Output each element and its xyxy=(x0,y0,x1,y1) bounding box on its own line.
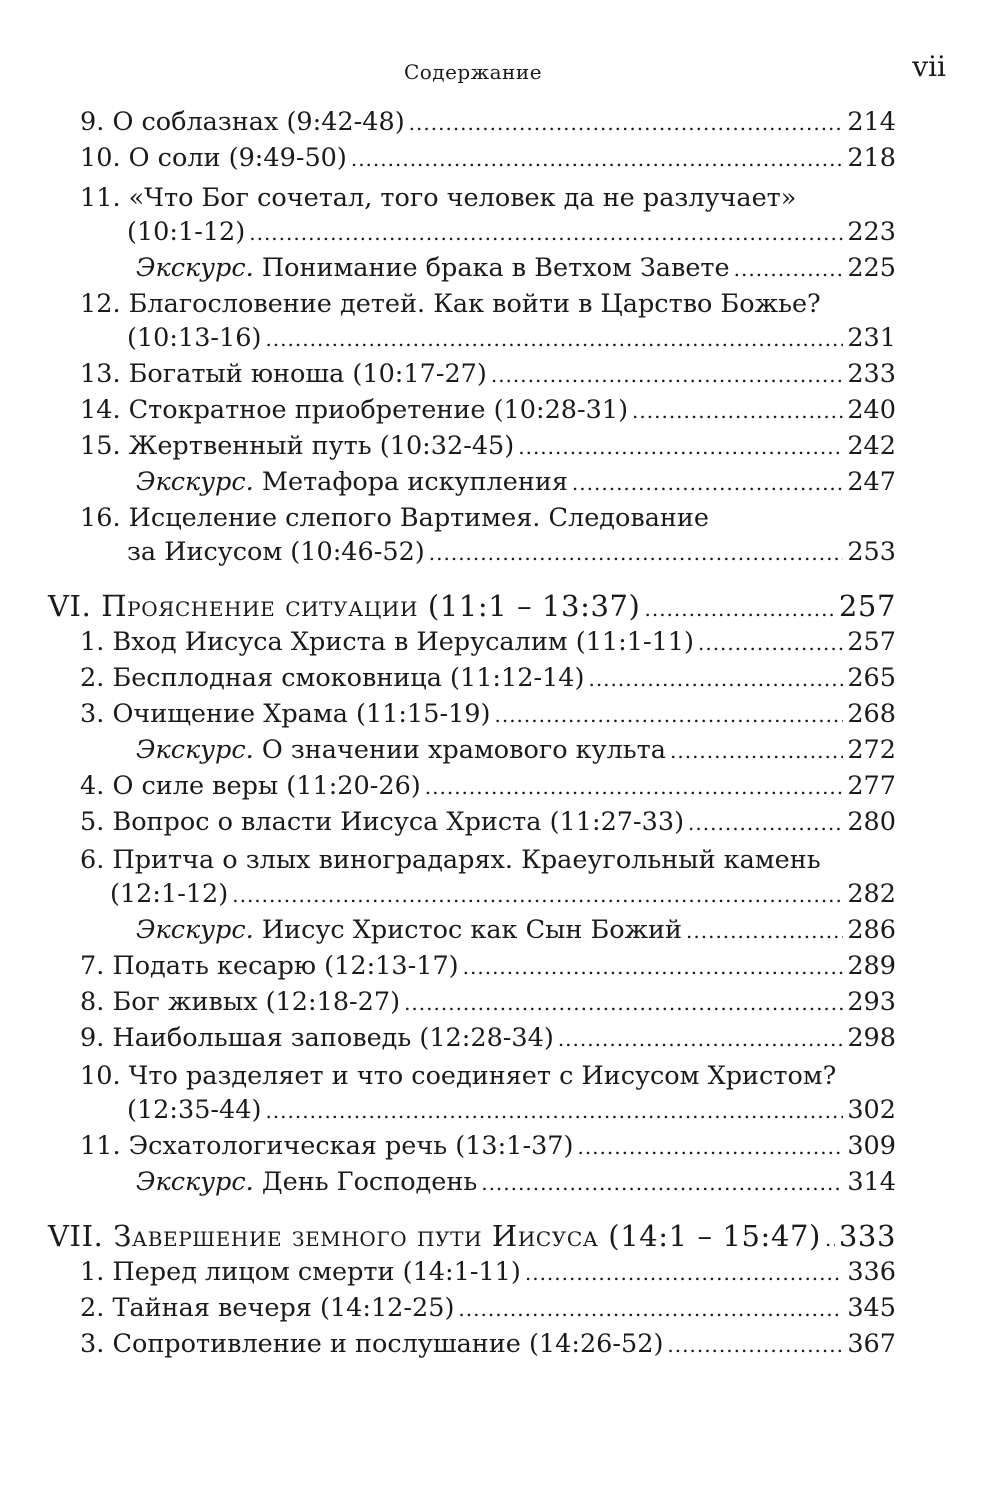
toc-entry-title: 3. Очищение Храма (11:15-19) xyxy=(80,699,491,729)
toc-entry-page: 247 xyxy=(847,467,896,497)
toc-entry-page: 268 xyxy=(847,699,896,729)
toc-entry-page: 289 xyxy=(847,951,896,981)
toc-entry-title: 1. Перед лицом смерти (14:1-11) xyxy=(80,1257,521,1287)
toc-entry xyxy=(127,214,896,250)
toc-entry xyxy=(80,1290,896,1326)
toc-entry xyxy=(80,140,896,176)
toc-entry-title: Экскурс. Иисус Христос как Сын Божий xyxy=(136,915,683,945)
toc-entry-title: 1. Вход Иисуса Христа в Иерусалим (11:1-11) xyxy=(80,627,694,657)
leader-dots xyxy=(494,697,843,733)
toc-entry-page: 265 xyxy=(847,663,896,693)
leader-dots xyxy=(518,429,843,465)
toc-entry-page: 225 xyxy=(847,253,896,283)
leader-dots xyxy=(572,465,843,501)
toc-entry-page: 231 xyxy=(847,323,896,353)
leader-dots xyxy=(667,1327,843,1363)
toc-entry-page: 302 xyxy=(847,1095,896,1125)
toc-entry xyxy=(80,984,896,1020)
toc-entry xyxy=(80,624,896,660)
toc-entry-page: 282 xyxy=(847,879,896,909)
leader-dots xyxy=(588,661,843,697)
toc-entry-title: 9. Наибольшая заповедь (12:28-34) xyxy=(80,1023,554,1053)
toc-entry xyxy=(80,696,896,732)
toc-entry-page: 233 xyxy=(847,359,896,389)
toc-excursus xyxy=(136,732,896,768)
leader-dots xyxy=(404,985,843,1021)
leader-dots xyxy=(686,913,843,949)
toc-entry-page: 280 xyxy=(847,807,896,837)
leader-dots xyxy=(558,1021,844,1057)
toc-entry-title: 5. Вопрос о власти Иисуса Христа (11:27-33) xyxy=(80,807,685,837)
toc-entry xyxy=(80,804,896,840)
toc-entry xyxy=(80,1020,896,1056)
toc-entry xyxy=(80,948,896,984)
toc-entry-page: 223 xyxy=(847,217,896,247)
leader-dots xyxy=(458,1291,843,1327)
running-head xyxy=(0,50,946,86)
toc-entry xyxy=(80,1326,896,1362)
toc-entry-title: Экскурс. Метафора искупления xyxy=(136,467,568,497)
toc-entry xyxy=(127,320,896,356)
toc-entry-page: 333 xyxy=(838,1219,896,1253)
toc-entry-title: Экскурс. День Господень xyxy=(136,1167,478,1197)
toc-entry-title-cont: за Иисусом (10:46-52) xyxy=(127,537,425,567)
toc-entry-title-cont: (12:1-12) xyxy=(110,879,229,909)
toc-entry-page: 272 xyxy=(847,735,896,765)
toc-excursus xyxy=(136,250,896,286)
toc-entry xyxy=(80,1128,896,1164)
leader-dots xyxy=(670,733,843,769)
toc-entry-page: 293 xyxy=(847,987,896,1017)
leader-dots xyxy=(463,949,844,985)
toc-entry-title: 11. Эсхатологическая речь (13:1-37) xyxy=(80,1131,574,1161)
toc-entry-title-cont: (10:1-12) xyxy=(127,217,246,247)
toc-entry xyxy=(80,768,896,804)
leader-dots xyxy=(632,393,843,429)
leader-dots xyxy=(481,1165,843,1201)
page-number: vii xyxy=(912,50,946,83)
toc-entry-title: 9. О соблазнах (9:42-48) xyxy=(80,107,405,137)
toc-entry xyxy=(80,392,896,428)
leader-dots xyxy=(577,1129,843,1165)
toc-entry-title-cont: (10:13-16) xyxy=(127,323,262,353)
toc-entry-title: 3. Сопротивление и послушание (14:26-52) xyxy=(80,1329,664,1359)
leader-dots xyxy=(425,769,844,805)
leader-dots xyxy=(429,535,844,571)
leader-dots xyxy=(491,357,843,393)
toc-entry-title: 2. Бесплодная смоковница (11:12-14) xyxy=(80,663,585,693)
leader-dots xyxy=(409,105,844,141)
leader-dots xyxy=(351,141,843,177)
toc-entry-page: 345 xyxy=(847,1293,896,1323)
toc-entry xyxy=(127,534,896,570)
leader-dots xyxy=(644,591,834,627)
leader-dots xyxy=(265,1093,843,1129)
leader-dots xyxy=(825,1221,835,1257)
toc-entry-page: 253 xyxy=(847,537,896,567)
toc-entry xyxy=(80,428,896,464)
leader-dots xyxy=(232,877,843,913)
toc-entry-page: 277 xyxy=(847,771,896,801)
toc-excursus xyxy=(136,1164,896,1200)
toc-entry xyxy=(127,1092,896,1128)
toc-entry-title: Экскурс. Понимание брака в Ветхом Завете xyxy=(136,253,730,283)
toc-entry-title: 16. Исцеление слепого Вартимея. Следование xyxy=(80,503,709,533)
toc-section-heading xyxy=(48,1218,896,1254)
toc-entry-page: 257 xyxy=(847,627,896,657)
toc-entry-title: 13. Богатый юноша (10:17-27) xyxy=(80,359,487,389)
toc-entry xyxy=(80,1254,896,1290)
toc-entry xyxy=(80,660,896,696)
toc-entry-page: 298 xyxy=(847,1023,896,1053)
leader-dots xyxy=(249,215,843,251)
toc-entry-title: 10. Что разделяет и что соединяет с Иисусом Христом? xyxy=(80,1061,837,1091)
toc-entry xyxy=(110,876,896,912)
toc-entry-title: 12. Благословение детей. Как войти в Царство Божье? xyxy=(80,289,821,319)
toc-entry-page: 240 xyxy=(847,395,896,425)
toc-entry-page: 286 xyxy=(847,915,896,945)
leader-dots xyxy=(688,805,843,841)
toc-entry xyxy=(80,356,896,392)
toc-entry-page: 218 xyxy=(847,143,896,173)
toc-entry-page: 214 xyxy=(847,107,896,137)
running-title: Содержание xyxy=(403,60,543,84)
toc-entry-title: 8. Бог живых (12:18-27) xyxy=(80,987,401,1017)
toc-excursus xyxy=(136,464,896,500)
toc-entry-title: 4. О силе веры (11:20-26) xyxy=(80,771,421,801)
leader-dots xyxy=(525,1255,843,1291)
toc-entry xyxy=(80,104,896,140)
toc-entry-title: Экскурс. О значении храмового культа xyxy=(136,735,666,765)
leader-dots xyxy=(734,251,844,287)
toc-entry-title: 2. Тайная вечеря (14:12-25) xyxy=(80,1293,455,1323)
leader-dots xyxy=(265,321,843,357)
toc-entry-page: 336 xyxy=(847,1257,896,1287)
toc-entry-page: 242 xyxy=(847,431,896,461)
toc-entry-page: 309 xyxy=(847,1131,896,1161)
leader-dots xyxy=(698,625,843,661)
toc-entry-title-cont: (12:35-44) xyxy=(127,1095,262,1125)
toc-entry-title: 7. Подать кесарю (12:13-17) xyxy=(80,951,459,981)
toc-section-heading xyxy=(48,588,896,624)
toc-entry-title: 6. Притча о злых виноградарях. Краеугольный камень xyxy=(80,845,821,875)
toc-entry-page: 314 xyxy=(847,1167,896,1197)
toc-section-title: VII. Завершение земного пути Иисуса (14:1 – 15:47) xyxy=(48,1219,821,1253)
toc-entry-page: 367 xyxy=(847,1329,896,1359)
toc-entry-title: 11. «Что Бог сочетал, того человек да не разлучает» xyxy=(80,183,797,213)
toc-entry-title: 15. Жертвенный путь (10:32-45) xyxy=(80,431,515,461)
toc-entry-title: 14. Стократное приобретение (10:28-31) xyxy=(80,395,629,425)
toc-entry-title: 10. О соли (9:49-50) xyxy=(80,143,347,173)
toc-excursus xyxy=(136,912,896,948)
toc-section-title: VI. Прояснение ситуации (11:1 – 13:37) xyxy=(48,589,641,623)
toc-entry-page: 257 xyxy=(838,589,896,623)
